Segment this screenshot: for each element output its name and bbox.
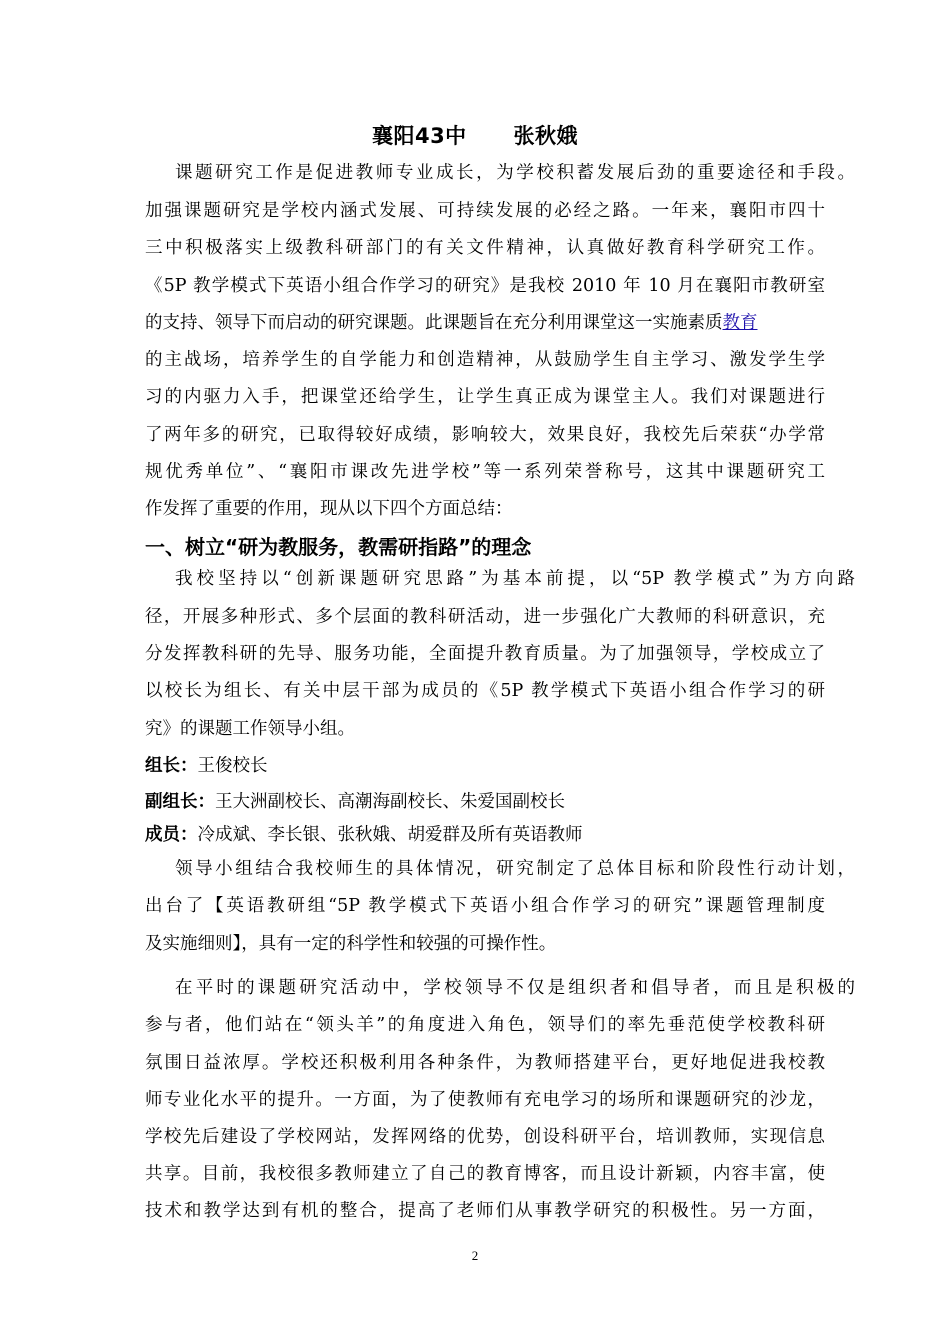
leader-row — [145, 753, 825, 779]
leader-label: 组长： — [145, 756, 198, 776]
vice-leader-row — [145, 789, 825, 815]
vice-leader-value: 王大洲副校长、高潮海副校长、朱爱国副校长 — [215, 792, 565, 812]
paragraph-line: 出台了【英语教研组“5P 教学模式下英语小组合作学习的研究”课题管理制度 — [145, 896, 825, 916]
paragraph-line: 共享。目前，我校很多教师建立了自己的教育博客，而且设计新颖，内容丰富，使 — [145, 1164, 825, 1184]
intro-line-with-link — [145, 310, 825, 336]
paragraph-line: 究》的课题工作领导小组。 — [145, 719, 355, 739]
intro-line-text: 的支持、领导下而启动的研究课题。此课题旨在充分利用课堂这一实施素质 — [145, 313, 723, 333]
paragraph-line: 分发挥教科研的先导、服务功能，全面提升教育质量。为了加强领导，学校成立了 — [145, 644, 825, 664]
members-label: 成员： — [145, 825, 198, 845]
paragraph-line: 氛围日益浓厚。学校还积极利用各种条件，为教师搭建平台，更好地促进我校教 — [145, 1053, 825, 1073]
intro-line: 三中积极落实上级教科研部门的有关文件精神，认真做好教育科学研究工作。 — [145, 238, 825, 258]
section-heading: 一、树立“研为教服务，教需研指路”的理念 — [145, 535, 532, 559]
intro-line: 加强课题研究是学校内涵式发展、可持续发展的必经之路。一年来，襄阳市四十 — [145, 201, 825, 221]
paragraph-line: 技术和教学达到有机的整合，提高了老师们从事教学研究的积极性。另一方面， — [145, 1201, 825, 1221]
paragraph-line: 径，开展多种形式、多个层面的教科研活动，进一步强化广大教师的科研意识，充 — [145, 607, 825, 627]
intro-line: 习的内驱力入手，把课堂还给学生，让学生真正成为课堂主人。我们对课题进行 — [145, 387, 825, 407]
paragraph-line: 在平时的课题研究活动中，学校领导不仅是组织者和倡导者，而且是积极的 — [175, 978, 855, 998]
education-link[interactable]: 教育 — [722, 313, 758, 333]
intro-line: 课题研究工作是促进教师专业成长，为学校积蓄发展后劲的重要途径和手段。 — [175, 163, 855, 183]
leader-value: 王俊校长 — [197, 756, 268, 776]
vice-leader-label: 副组长： — [145, 792, 215, 812]
intro-line: 作发挥了重要的作用，现从以下四个方面总结： — [145, 499, 513, 519]
page-number: 2 — [471, 1248, 479, 1263]
paragraph-line: 我校坚持以“创新课题研究思路”为基本前提，以“5P 教学模式”为方向路 — [175, 569, 855, 589]
intro-line: 《5P 教学模式下英语小组合作学习的研究》是我校 2010 年 10 月在襄阳市教研室 — [145, 276, 825, 296]
members-row — [145, 822, 825, 848]
intro-line: 的主战场，培养学生的自学能力和创造精神，从鼓励学生自主学习、激发学生学 — [145, 350, 825, 370]
paragraph-line: 及实施细则】，具有一定的科学性和较强的可操作性。 — [145, 934, 557, 954]
paragraph-line: 学校先后建设了学校网站，发挥网络的优势，创设科研平台，培训教师，实现信息 — [145, 1127, 825, 1147]
paragraph-line: 参与者，他们站在“领头羊”的角度进入角色，领导们的率先垂范使学校教科研 — [145, 1015, 825, 1035]
intro-line: 了两年多的研究，已取得较好成绩，影响较大，效果良好，我校先后荣获“办学常 — [145, 425, 825, 445]
paragraph-line: 以校长为组长、有关中层干部为成员的《5P 教学模式下英语小组合作学习的研 — [145, 681, 825, 701]
document-title: 襄阳43中 张秋娥 — [371, 124, 579, 148]
paragraph-line: 领导小组结合我校师生的具体情况，研究制定了总体目标和阶段性行动计划， — [175, 859, 855, 879]
intro-line: 规优秀单位”、“襄阳市课改先进学校”等一系列荣誉称号，这其中课题研究工 — [145, 462, 825, 482]
paragraph-line: 师专业化水平的提升。一方面，为了使教师有充电学习的场所和课题研究的沙龙， — [145, 1090, 825, 1110]
members-value: 冷成斌、李长银、张秋娥、胡爱群及所有英语教师 — [197, 825, 583, 845]
